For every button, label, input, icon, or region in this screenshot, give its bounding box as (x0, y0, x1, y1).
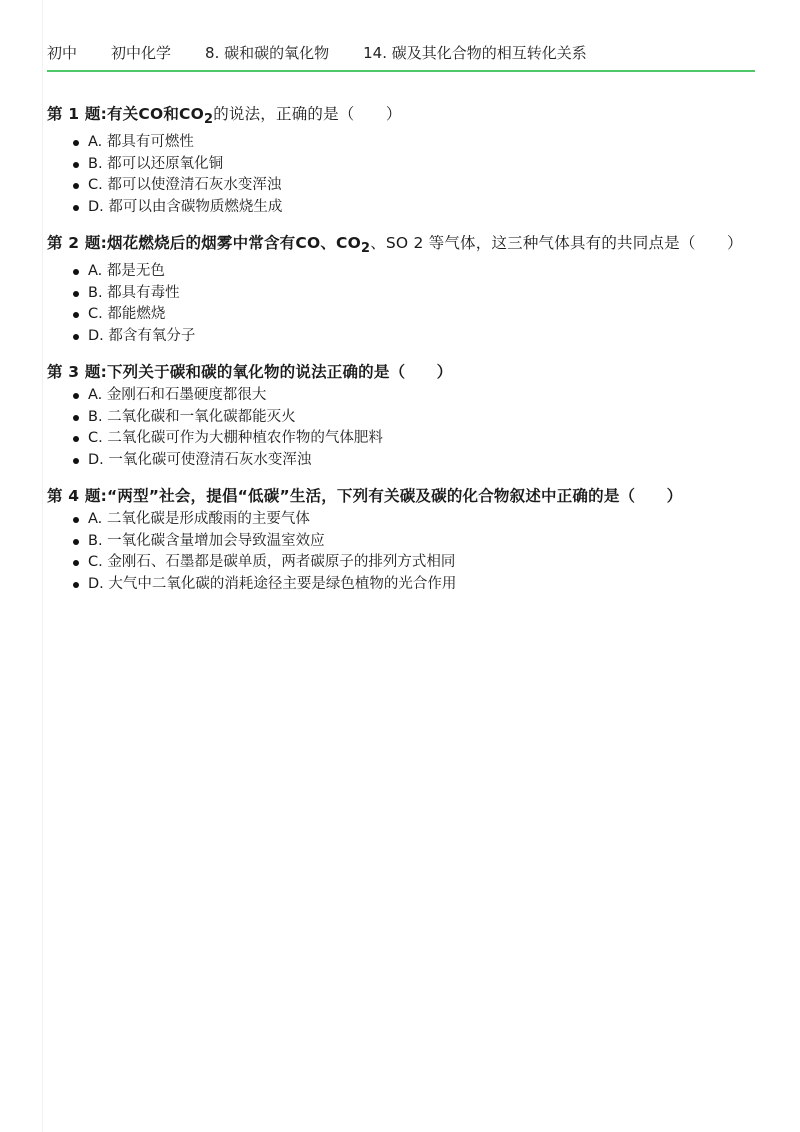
question-title (47, 102, 755, 132)
question-title (47, 484, 755, 509)
subscript: 2 (361, 241, 371, 257)
option-d[interactable]: D. 一氧化碳可使澄清石灰水变浑浊 (71, 450, 755, 472)
option-b[interactable]: B. 都具有毒性 (71, 283, 755, 305)
question-stem: 烟花燃烧后的烟雾中常含有CO、CO (106, 234, 361, 253)
option-c[interactable]: C. 都可以使澄清石灰水变浑浊 (71, 175, 755, 197)
option-a[interactable]: A. 金刚石和石墨硬度都很大 (71, 385, 755, 407)
option-c[interactable]: C. 都能燃烧 (71, 304, 755, 326)
option-c[interactable]: C. 二氧化碳可作为大棚种植农作物的气体肥料 (71, 428, 755, 450)
option-b[interactable]: B. 都可以还原氧化铜 (71, 154, 755, 176)
question-number: 第 4 题: (47, 487, 107, 506)
breadcrumb-item-chapter[interactable]: 8. 碳和碳的氧化物 (205, 43, 330, 62)
option-a[interactable]: A. 都是无色 (71, 261, 755, 283)
question-title (47, 360, 755, 385)
option-b[interactable]: B. 一氧化碳含量增加会导致温室效应 (71, 531, 755, 553)
question-number: 第 3 题: (47, 363, 107, 382)
option-a[interactable]: A. 二氧化碳是形成酸雨的主要气体 (71, 509, 755, 531)
option-b[interactable]: B. 二氧化碳和一氧化碳都能灭火 (71, 407, 755, 429)
question-stem: 下列关于碳和碳的氧化物的说法正确的是（ ） (106, 363, 453, 382)
question-number: 第 2 题: (47, 234, 107, 253)
question-suffix: 的说法，正确的是（ ） (213, 105, 402, 123)
option-a[interactable]: A. 都具有可燃性 (71, 132, 755, 154)
option-d[interactable]: D. 都含有氧分子 (71, 326, 755, 348)
breadcrumb-divider (47, 70, 755, 72)
option-list (47, 509, 755, 595)
question-stem: “两型”社会，提倡“低碳”生活，下列有关碳及碳的化合物叙述中正确的是（ ） (106, 487, 683, 506)
breadcrumb-item-topic[interactable]: 14. 碳及其化合物的相互转化关系 (363, 43, 587, 62)
question-4 (47, 484, 755, 595)
option-list (47, 132, 755, 218)
breadcrumb-item-level[interactable]: 初中 (47, 43, 78, 62)
option-list (47, 385, 755, 471)
page-edge (42, 0, 43, 1132)
question-title (47, 231, 755, 261)
option-d[interactable]: D. 都可以由含碳物质燃烧生成 (71, 197, 755, 219)
question-list (47, 102, 755, 608)
option-c[interactable]: C. 金刚石、石墨都是碳单质，两者碳原子的排列方式相同 (71, 552, 755, 574)
question-2 (47, 231, 755, 347)
question-number: 第 1 题: (47, 105, 107, 123)
subscript: 2 (204, 112, 214, 128)
breadcrumb (47, 38, 755, 66)
option-d[interactable]: D. 大气中二氧化碳的消耗途径主要是绿色植物的光合作用 (71, 574, 755, 596)
breadcrumb-item-subject[interactable]: 初中化学 (111, 43, 172, 62)
question-3 (47, 360, 755, 471)
question-1 (47, 102, 755, 218)
option-list (47, 261, 755, 347)
question-suffix: 、SO 2 等气体，这三种气体具有的共同点是（ ） (370, 234, 743, 253)
question-stem: 有关CO和CO (106, 105, 204, 123)
